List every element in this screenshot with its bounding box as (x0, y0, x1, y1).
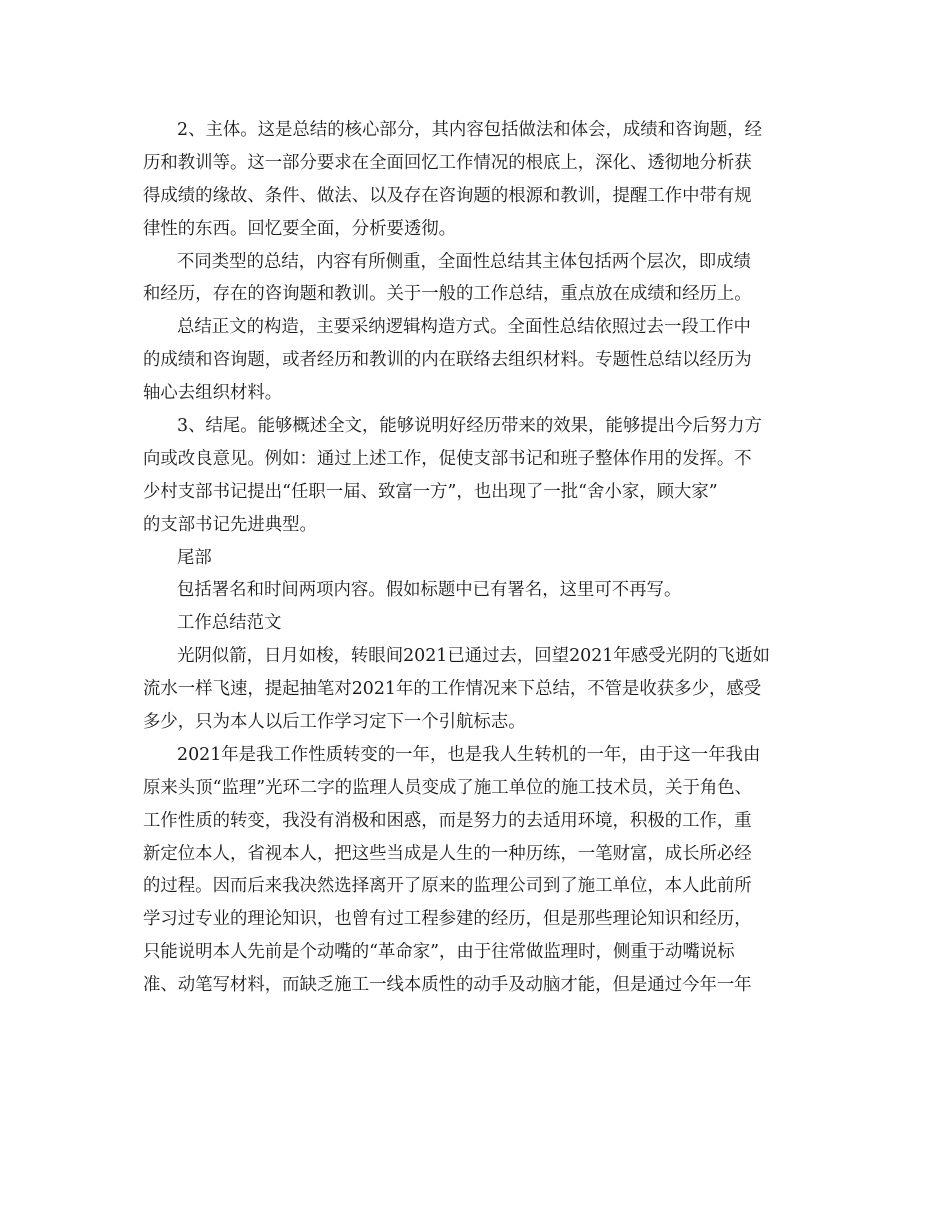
text-line: 不同类型的总结，内容有所侧重，全面性总结其主体包括两个层次，即成绩 (177, 251, 751, 272)
text-line: 光阴似箭，日月如梭，转眼间2021已通过去，回望2021年感受光阴的飞逝如 (177, 646, 770, 667)
text-line: 学习过专业的理论知识，也曾有过工程参建的经历，但是那些理论知识和经历， (143, 909, 752, 930)
text-line: 只能说明本人先前是个动嘴的“革命家”，由于往常做监理时，侧重于动嘴说标 (143, 942, 735, 963)
text-line: 得成绩的缘故、条件、做法、以及存在咨询题的根源和教训，提醒工作中带有规 (143, 185, 752, 206)
text-line: 律性的东西。回忆要全面，分析要透彻。 (143, 218, 457, 239)
text-line: 原来头顶“监理”光环二字的监理人员变成了施工单位的施工技术员，关于角色、 (143, 777, 753, 798)
text-line: 准、动笔写材料，而缺乏施工一线本质性的动手及动脑才能，但是通过今年一年 (143, 975, 752, 996)
text-line: 2、主体。这是总结的核心部分，其内容包括做法和体会，成绩和咨询题，经 (177, 120, 762, 140)
text-line: 和经历，存在的咨询题和教训。关于一般的工作总结，重点放在成绩和经历上。 (143, 284, 752, 305)
text-line: 工作性质的转变，我没有消极和困惑，而是努力的去适用环境，积极的工作，重 (143, 810, 752, 831)
text-line: 轴心去组织材料。 (143, 383, 283, 404)
text-line: 的成绩和咨询题，或者经历和教训的内在联络去组织材料。专题性总结以经历为 (143, 350, 752, 371)
text-line: 2021年是我工作性质转变的一年，也是我人生转机的一年，由于这一年我由 (177, 744, 761, 765)
text-line: 3、结尾。能够概述全文，能够说明好经历带来的效果，能够提出今后努力方 (177, 416, 762, 437)
text-line: 的过程。因而后来我决然选择离开了原来的监理公司到了施工单位，本人此前所 (143, 876, 752, 897)
document-body (143, 114, 815, 1002)
section-heading: 工作总结范文 (177, 613, 282, 634)
text-line: 流水一样飞速，提起抽笔对2021年的工作情况来下总结，不管是收获多少，感受 (143, 679, 762, 700)
text-line: 向或改良意见。例如：通过上述工作，促使支部书记和班子整体作用的发挥。不 (143, 448, 752, 469)
text-line: 包括署名和时间两项内容。假如标题中已有署名，这里可不再写。 (177, 580, 682, 601)
text-line: 历和教训等。这一部分要求在全面回忆工作情况的根底上，深化、透彻地分析获 (143, 152, 752, 173)
text-line: 多少，只为本人以后工作学习定下一个引航标志。 (143, 712, 526, 733)
section-heading: 尾部 (177, 547, 212, 568)
text-line: 的支部书记先进典型。 (143, 514, 317, 535)
text-line: 新定位本人，省视本人，把这些当成是人生的一种历练，一笔财富，成长所必经 (143, 843, 752, 864)
text-line: 少村支部书记提出“任职一届、致富一方”，也出现了一批“舍小家，顾大家” (143, 481, 718, 502)
text-line: 总结正文的构造，主要采纳逻辑构造方式。全面性总结依照过去一段工作中 (177, 317, 751, 338)
